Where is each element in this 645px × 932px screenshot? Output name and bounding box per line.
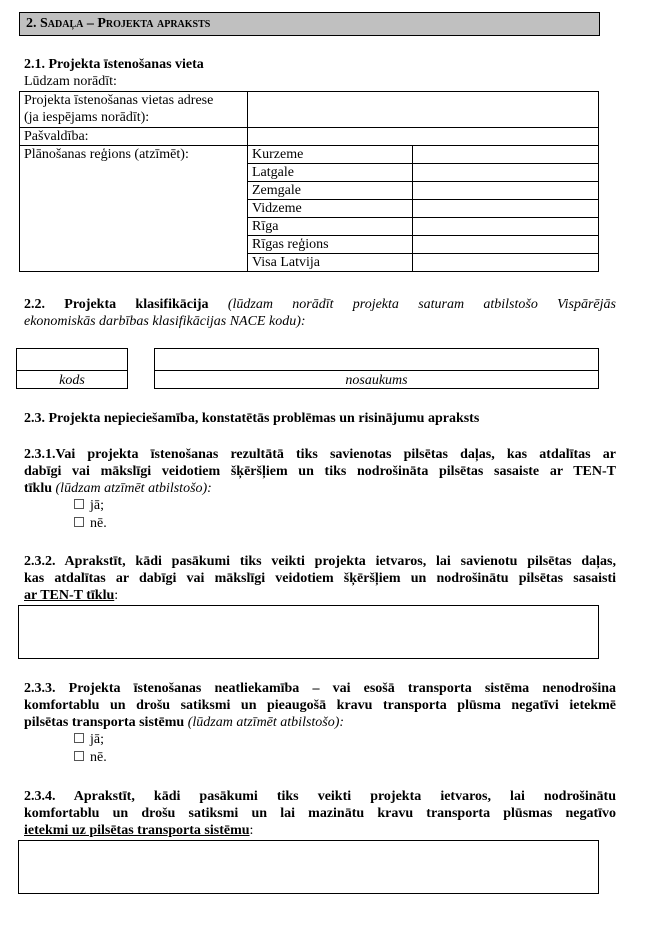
section-header [19, 12, 600, 36]
s231-option-no[interactable]: nē. [74, 515, 107, 532]
region-mark-field[interactable] [413, 236, 599, 254]
checkbox-icon[interactable] [74, 499, 84, 509]
nace-name-label: nosaukums [345, 373, 408, 388]
region-name: Latgale [248, 164, 413, 182]
s234-line3: ietekmi uz pilsētas transporta sistēmu: [24, 823, 254, 838]
s233-option-no[interactable]: nē. [74, 749, 107, 766]
s231-line3: tīklu (lūdzam atzīmēt atbilstošo): [24, 481, 212, 496]
s233-option-yes[interactable]: jā; [74, 731, 104, 748]
s231-line2: dabīgi vai mākslīgi veidotiem šķēršļiem un tiks nodrošināta pilsētas sasaiste ar TEN-T [24, 464, 616, 479]
region-mark-field[interactable] [413, 254, 599, 272]
checkbox-icon[interactable] [74, 733, 84, 743]
s233-line3: pilsētas transporta sistēmu (lūdzam atzīmēt atbilstošo): [24, 715, 345, 730]
region-name: Vidzeme [248, 200, 413, 218]
location-table [19, 91, 599, 272]
region-name: Zemgale [248, 182, 413, 200]
s21-prompt: Lūdzam norādīt: [24, 74, 117, 89]
nace-code-box[interactable] [16, 348, 128, 389]
address-label: Projekta īstenošanas vietas adrese (ja iespējams norādīt): [20, 92, 248, 128]
s232-line3: ar TEN-T tīklu: [24, 588, 119, 603]
s233-line1: 2.3.3. Projekta īstenošanas neatliekamība – vai esošā transporta sistēma nenodrošina [24, 681, 616, 696]
region-mark-field[interactable] [413, 218, 599, 236]
region-label: Plānošanas reģions (atzīmēt): [20, 146, 248, 272]
checkbox-icon[interactable] [74, 517, 84, 527]
nace-name-box[interactable] [154, 348, 599, 389]
region-mark-field[interactable] [413, 164, 599, 182]
checkbox-icon[interactable] [74, 751, 84, 761]
municipality-label: Pašvaldība: [20, 128, 248, 146]
s22-heading-line1: 2.2. Projekta klasifikācija (lūdzam norādīt projekta saturam atbilstošo Vispārējās [24, 297, 616, 312]
region-name: Rīgas reģions [248, 236, 413, 254]
address-field[interactable] [248, 92, 599, 128]
region-mark-field[interactable] [413, 146, 599, 164]
nace-code-label: kods [59, 373, 85, 388]
s232-line1: 2.3.2. Aprakstīt, kādi pasākumi tiks veikti projekta ietvaros, lai savienotu pilsētas daļas, [24, 554, 616, 569]
s232-answer-box[interactable] [18, 605, 599, 659]
region-name: Kurzeme [248, 146, 413, 164]
s22-heading-line2: ekonomiskās darbības klasifikācijas NACE kodu): [24, 314, 306, 329]
region-mark-field[interactable] [413, 182, 599, 200]
s234-line2: komfortablu un drošu satiksmi un lai mazinātu kravu transporta plūsmas negatīvo [24, 806, 616, 821]
s233-line2: komfortablu un drošu satiksmi un pieaugošā kravu transporta plūsma negatīvi ietekmē [24, 698, 616, 713]
region-name: Rīga [248, 218, 413, 236]
s234-line1: 2.3.4. Aprakstīt, kādi pasākumi tiks veikti projekta ietvaros, lai nodrošinātu [24, 789, 616, 804]
s231-line1: 2.3.1.Vai projekta īstenošanas rezultātā tiks savienotas pilsētas daļas, kas atdalītas ar [24, 447, 616, 462]
section-title: 2. Sadaļa – Projekta apraksts [26, 16, 211, 31]
municipality-field[interactable] [248, 128, 599, 146]
s21-heading: 2.1. Projekta īstenošanas vieta [24, 57, 204, 72]
s234-answer-box[interactable] [18, 840, 599, 894]
region-mark-field[interactable] [413, 200, 599, 218]
s232-line2: kas atdalītas ar dabīgi vai mākslīgi veidotiem šķēršļiem un nodrošinātu pilsētas sasaisti [24, 571, 616, 586]
s231-option-yes[interactable]: jā; [74, 497, 104, 514]
s23-heading: 2.3. Projekta nepieciešamība, konstatētās problēmas un risinājumu apraksts [24, 411, 480, 426]
region-name: Visa Latvija [248, 254, 413, 272]
